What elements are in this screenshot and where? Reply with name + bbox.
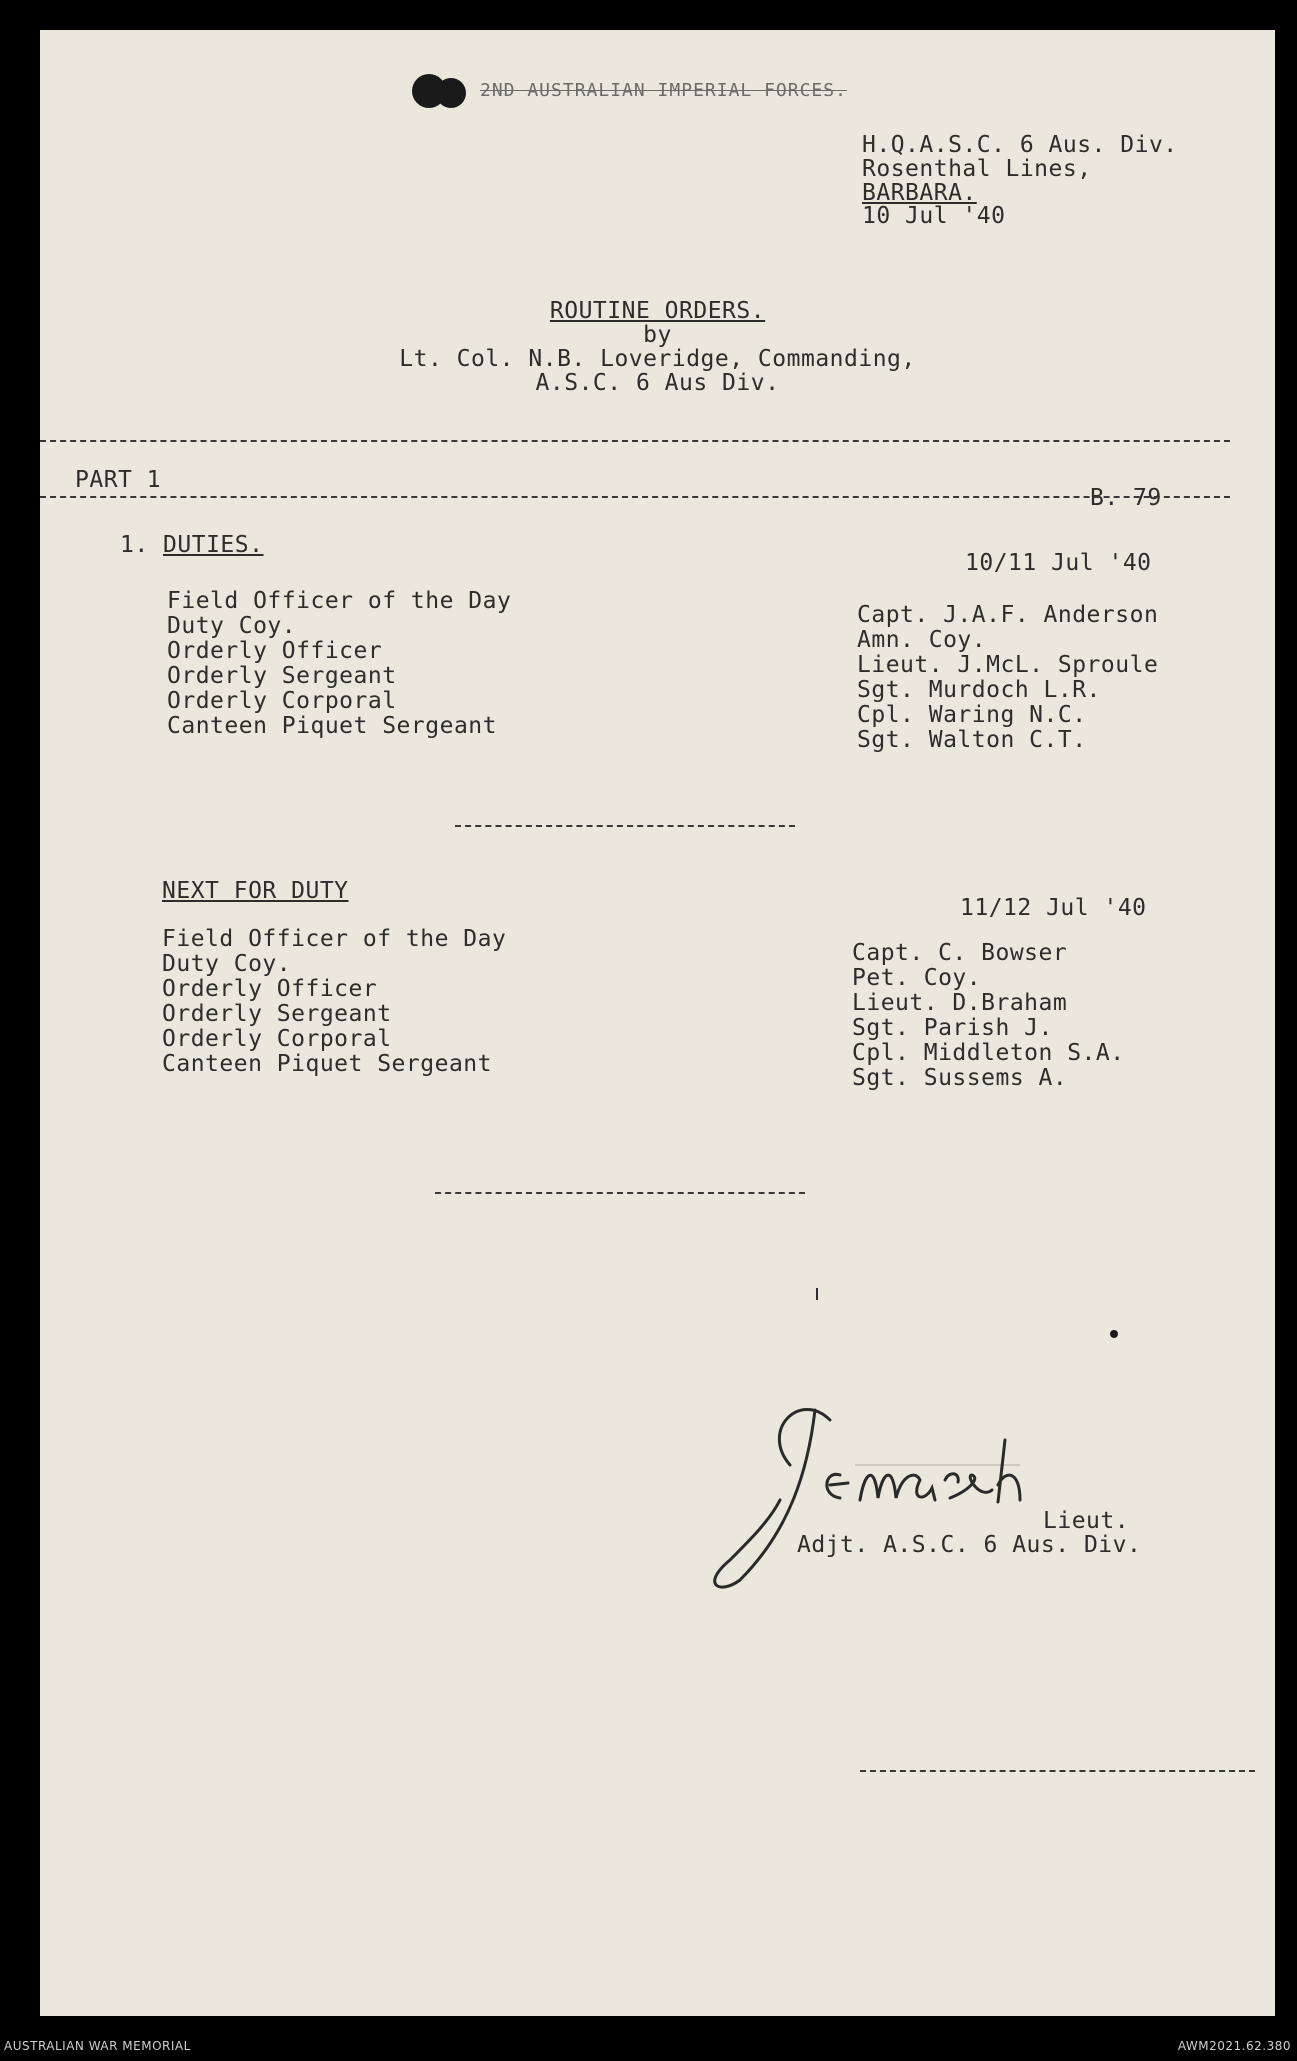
- struck-letterhead: 2ND AUSTRALIAN IMPERIAL FORCES.: [480, 80, 847, 101]
- duty-name: Capt. J.A.F. Anderson: [857, 602, 1159, 628]
- part-ref: B. 79: [1090, 485, 1162, 511]
- footer-right: AWM2021.62.380: [1177, 2039, 1291, 2053]
- signature-position: Adjt. A.S.C. 6 Aus. Div.: [797, 1532, 1142, 1558]
- next-duty-role: Canteen Piquet Sergeant: [162, 1051, 492, 1077]
- duty-role: Field Officer of the Day: [167, 588, 512, 614]
- next-duty-name: Capt. C. Bowser: [852, 940, 1068, 966]
- commanding-officer: Lt. Col. N.B. Loveridge, Commanding,: [399, 346, 916, 372]
- duty-name: Cpl. Waring N.C.: [857, 702, 1087, 728]
- separator-top: [40, 440, 1230, 442]
- orders-by: by: [643, 322, 672, 348]
- next-duty-role: Orderly Corporal: [162, 1026, 392, 1052]
- address-line-2: Rosenthal Lines,: [862, 156, 1092, 182]
- duties-heading-text: DUTIES.: [163, 532, 264, 558]
- footer-left: AUSTRALIAN WAR MEMORIAL: [4, 2039, 191, 2053]
- duty-role: Duty Coy.: [167, 613, 297, 639]
- separator-bottom: [860, 1770, 1255, 1772]
- next-duty-name: Cpl. Middleton S.A.: [852, 1040, 1125, 1066]
- next-duty-role: Orderly Officer: [162, 976, 378, 1002]
- next-duty-name: Sgt. Parish J.: [852, 1015, 1053, 1041]
- duty-name: Amn. Coy.: [857, 627, 987, 653]
- duty-name: Lieut. J.McL. Sproule: [857, 652, 1159, 678]
- next-duty-role: Field Officer of the Day: [162, 926, 507, 952]
- duties-heading: 1. DUTIES.: [120, 532, 264, 558]
- next-duty-role: Orderly Sergeant: [162, 1001, 392, 1027]
- letter-date: 10 Jul '40: [862, 203, 1006, 229]
- duty-role: Orderly Officer: [167, 638, 383, 664]
- stray-mark: [816, 1288, 820, 1300]
- separator-duties: [455, 825, 795, 827]
- duties-date: 10/11 Jul '40: [965, 550, 1152, 576]
- duty-role: Canteen Piquet Sergeant: [167, 713, 497, 739]
- next-duty-name: Lieut. D.Braham: [852, 990, 1068, 1016]
- signature-image: [680, 1370, 1140, 1610]
- punch-hole-right: [436, 78, 466, 108]
- duty-role: Orderly Sergeant: [167, 663, 397, 689]
- part-label: PART 1: [75, 467, 162, 493]
- duty-name: Sgt. Walton C.T.: [857, 727, 1087, 753]
- separator-part: [40, 496, 1230, 498]
- stray-mark: [1110, 1330, 1118, 1338]
- next-duty-date: 11/12 Jul '40: [960, 895, 1147, 921]
- duty-name: Sgt. Murdoch L.R.: [857, 677, 1101, 703]
- address-line-1: H.Q.A.S.C. 6 Aus. Div.: [862, 132, 1178, 158]
- next-duty-role: Duty Coy.: [162, 951, 292, 977]
- duty-role: Orderly Corporal: [167, 688, 397, 714]
- document-sheet: [40, 30, 1275, 2016]
- separator-next-duty: [435, 1192, 805, 1194]
- next-duty-name: Pet. Coy.: [852, 965, 982, 991]
- orders-heading: ROUTINE ORDERS.: [549, 298, 766, 324]
- address-line-3: BARBARA.: [862, 180, 977, 206]
- next-duty-name: Sgt. Sussems A.: [852, 1065, 1068, 1091]
- unit-name: A.S.C. 6 Aus Div.: [535, 370, 780, 396]
- next-duty-heading: NEXT FOR DUTY: [162, 878, 349, 904]
- signature-rank: Lieut.: [1043, 1508, 1130, 1534]
